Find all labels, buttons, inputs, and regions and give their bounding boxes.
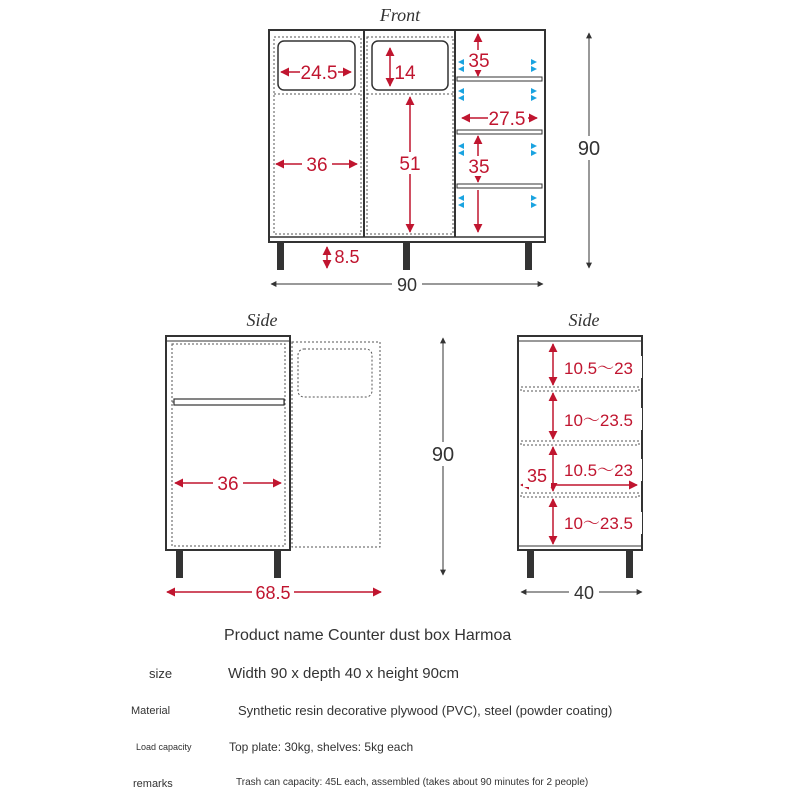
front-view-title: Front [379, 5, 421, 25]
side-left-bin-top [174, 399, 284, 405]
side-view-right [518, 310, 642, 603]
product-name: Product name Counter dust box Harmoa [224, 627, 512, 644]
side-right-label-depth: 40 [573, 583, 595, 603]
side-view-left [166, 310, 458, 603]
front-label-shelf-width: 27.5 [488, 109, 526, 130]
front-leg-right [525, 242, 532, 270]
side-right-label-2: 10～23.5 [564, 411, 633, 430]
front-view [269, 5, 604, 295]
front-label-width: 90 [396, 275, 418, 295]
front-label-door-height: 51 [399, 154, 421, 175]
spec-value-load: Top plate: 30kg, shelves: 5kg each [229, 740, 414, 754]
front-leg-middle [403, 242, 410, 270]
spec-label-load: Load capacity [136, 742, 192, 752]
side-left-leg-1 [176, 550, 183, 578]
side-left-label-height: 90 [431, 444, 455, 466]
front-label-door-width: 36 [306, 155, 328, 176]
side-right-shelf-3 [521, 493, 639, 497]
front-shelf-3 [457, 184, 542, 188]
front-shelf-2 [457, 130, 542, 134]
side-right-shelf-1 [521, 387, 639, 391]
front-label-leg-height: 8.5 [334, 247, 360, 267]
spec-label-remarks: remarks [133, 778, 173, 790]
side-left-leg-2 [274, 550, 281, 578]
side-left-inner-outline [172, 344, 285, 546]
front-label-height: 90 [577, 138, 601, 160]
front-label-window-width: 24.5 [300, 63, 338, 84]
side-right-label-1: 10.5～23 [564, 359, 633, 378]
side-left-cabinet-body [166, 336, 290, 550]
side-right-shelf-2 [521, 441, 639, 445]
side-right-leg-1 [527, 550, 534, 578]
side-left-label-door-width: 36 [217, 474, 239, 495]
side-left-open-door [292, 342, 380, 547]
side-right-leg-2 [626, 550, 633, 578]
side-left-title: Side [246, 310, 278, 330]
side-right-label-4: 10～23.5 [564, 514, 633, 533]
side-right-title: Side [568, 310, 600, 330]
side-right-label-inner: 35 [526, 466, 548, 486]
side-right-label-3: 10.5～23 [564, 461, 633, 480]
side-left-label-open-depth: 68.5 [255, 583, 291, 603]
front-label-shelf-bottom: 35 [468, 157, 490, 178]
front-label-window-height: 14 [394, 63, 416, 84]
spec-label-size: size [149, 666, 173, 681]
front-shelf-1 [457, 77, 542, 81]
front-label-shelf-top: 35 [468, 51, 490, 72]
spec-value-material: Synthetic resin decorative plywood (PVC), steel (powder coating) [238, 703, 613, 718]
side-left-door-window [298, 349, 372, 397]
spec-label-material: Material [131, 705, 171, 717]
spec-value-size: Width 90 x depth 40 x height 90cm [228, 665, 459, 682]
spec-value-remarks: Trash can capacity: 45L each, assembled (takes about 90 minutes for 2 people) [236, 777, 589, 788]
front-leg-left [277, 242, 284, 270]
